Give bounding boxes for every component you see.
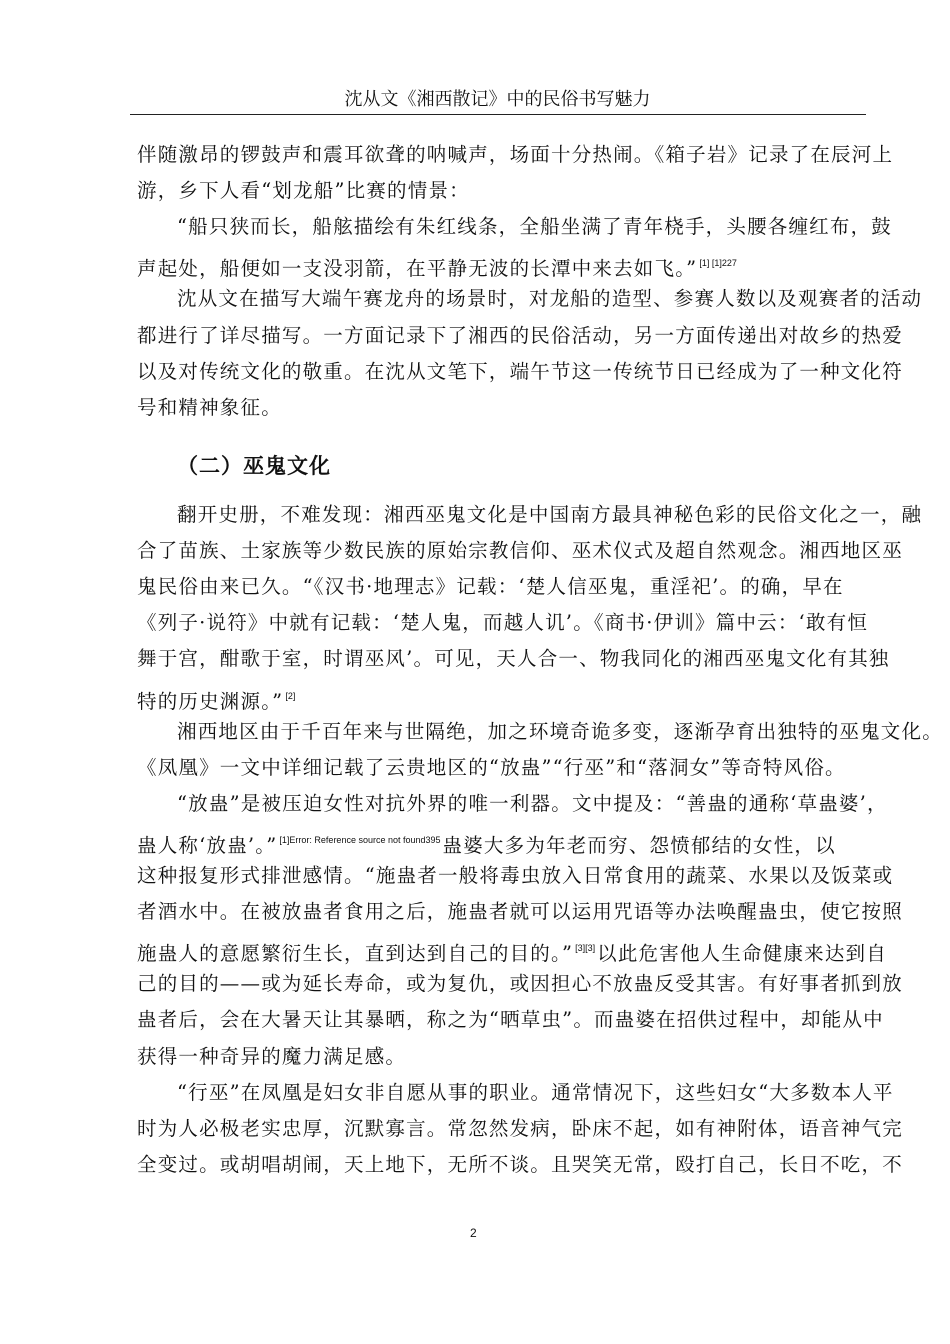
text-line bbox=[137, 396, 867, 420]
citation-superscript: [3][3] bbox=[575, 943, 596, 954]
text-line bbox=[137, 539, 903, 563]
text-line bbox=[137, 1008, 884, 1032]
text-segment: 蛊人称‘放蛊’。” bbox=[137, 833, 278, 857]
text-line bbox=[137, 719, 943, 744]
text-segment: 都进行了详尽描写。一方面记录下了湘西的民俗活动，另一方面传递出对故乡的热爱 bbox=[137, 323, 903, 347]
text-segment: 获得一种奇异的魔力满足感。 bbox=[137, 1044, 407, 1068]
text-line bbox=[137, 359, 903, 384]
text-segment: 者酒水中。在被放蛊者食用之后，施蛊者就可以运用咒语等办法唤醒蛊虫，使它按照 bbox=[137, 900, 903, 924]
text-line bbox=[137, 864, 894, 888]
text-line bbox=[137, 575, 867, 599]
text-line bbox=[137, 143, 894, 167]
page-number: 2 bbox=[470, 1226, 477, 1240]
text-line bbox=[137, 792, 907, 816]
text-line bbox=[137, 503, 923, 527]
text-segment: 以及对传统文化的敬重。在沈从文笔下，端午节这一传统节日已经成为了一种文化符 bbox=[137, 359, 903, 383]
text-line bbox=[137, 251, 867, 281]
text-segment: 蛊者后，会在大暑天让其暴晒，称之为“晒草虫”。而蛊婆在招供过程中，却能从中 bbox=[137, 1008, 884, 1032]
text-line bbox=[137, 828, 867, 858]
text-line bbox=[137, 1045, 867, 1069]
text-line bbox=[137, 1152, 903, 1177]
text-line bbox=[137, 611, 867, 635]
text-segment: 湘西地区由于千百年来与世隔绝，加之环境奇诡多变，逐渐孕育出独特的巫鬼文化。 bbox=[177, 719, 943, 743]
text-line bbox=[137, 287, 923, 311]
text-segment: 这种报复形式排泄感情。“施蛊者一般将毒虫放入日常食用的蔬菜、水果以及饭菜或 bbox=[137, 864, 894, 887]
text-line bbox=[137, 684, 867, 714]
text-line bbox=[137, 647, 890, 671]
text-segment: 施蛊人的意愿繁衍生长，直到达到自己的目的。” bbox=[137, 942, 574, 966]
text-segment: 伴随激昂的锣鼓声和震耳欲聋的呐喊声，场面十分热闹。《箱子岩》记录了在辰河上 bbox=[137, 143, 894, 166]
citation-superscript: [1]Error: Reference source not found395 bbox=[279, 834, 441, 845]
text-segment: 号和精神象征。 bbox=[137, 395, 282, 419]
text-line bbox=[137, 756, 867, 780]
text-segment: 蛊婆大多为年老而穷、怨愤郁结的女性，以 bbox=[442, 833, 836, 857]
text-line bbox=[137, 972, 903, 996]
text-segment: 以此危害他人生命健康来达到自 bbox=[597, 942, 887, 966]
text-segment: “船只狭而长，船舷描绘有朱红线条，全船坐满了青年桡手，头腰各缠红布，鼓 bbox=[177, 215, 892, 239]
text-line bbox=[137, 1116, 903, 1141]
text-line bbox=[137, 215, 907, 239]
section-heading: （二）巫鬼文化 bbox=[177, 454, 331, 478]
text-line bbox=[137, 1081, 907, 1105]
text-segment: 合了苗族、土家族等少数民族的原始宗教信仰、巫术仪式及超自然观念。湘西地区巫 bbox=[137, 539, 903, 563]
text-segment: 翻开史册，不难发现：湘西巫鬼文化是中国南方最具神秘色彩的民俗文化之一，融 bbox=[177, 503, 923, 526]
citation-superscript: [2] bbox=[285, 690, 296, 701]
text-segment: 沈从文在描写大端午赛龙舟的场景时，对龙船的造型、参赛人数以及观赛者的活动 bbox=[177, 287, 923, 311]
citation-superscript: [1] [1]227 bbox=[699, 258, 737, 269]
text-segment: 游，乡下人看“划龙船”比赛的情景： bbox=[137, 179, 470, 203]
text-segment: “放蛊”是被压迫女性对抗外界的唯一利器。文中提及：“善蛊的通称‘草蛊婆’， bbox=[177, 791, 888, 815]
text-segment: 声起处，船便如一支没羽箭，在平静无波的长潭中来去如飞。” bbox=[137, 257, 698, 281]
text-segment: “行巫”在凤凰是妇女非自愿从事的职业。通常情况下，这些妇女“大多数本人平 bbox=[177, 1080, 894, 1104]
text-segment: 时为人必极老实忠厚，沉默寡言。常忽然发病，卧床不起，如有神附体，语音神气完 bbox=[137, 1116, 903, 1140]
header-rule bbox=[130, 114, 866, 115]
running-header: 沈从文《湘西散记》中的民俗书写魅力 bbox=[344, 89, 651, 110]
text-line bbox=[137, 900, 903, 924]
text-segment: 全变过。或胡唱胡闹，天上地下，无所不谈。且哭笑无常，殴打自己，长日不吃，不 bbox=[137, 1152, 903, 1176]
text-segment: 己的目的——或为延长寿命，或为复仇，或因担心不放蛊反受其害。有好事者抓到放 bbox=[137, 972, 903, 996]
text-segment: 《列子·说符》中就有记载：‘楚人鬼，而越人讥’。《商书·伊训》篇中云：‘敢有恒 bbox=[137, 611, 869, 635]
text-line bbox=[137, 179, 867, 203]
text-segment: 舞于宫，酣歌于室，时谓巫风’。可见，天人合一、物我同化的湘西巫鬼文化有其独 bbox=[137, 647, 890, 671]
text-segment: 特的历史渊源。” bbox=[137, 689, 284, 713]
text-segment: 鬼民俗由来已久。“《汉书·地理志》记载：‘楚人信巫鬼，重淫祀’。的确，早在 bbox=[137, 575, 844, 599]
text-segment: 《凤凰》一文中详细记载了云贵地区的“放蛊”“行巫”和“落洞女”等奇特风俗。 bbox=[137, 755, 846, 779]
text-line bbox=[137, 323, 903, 348]
text-line bbox=[137, 936, 887, 966]
